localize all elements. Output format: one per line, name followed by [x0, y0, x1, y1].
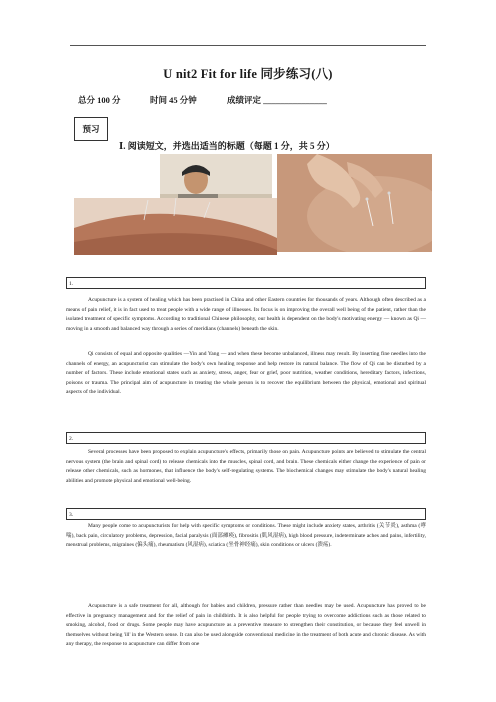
- paragraph-3: Several processes have been proposed to explain acupuncture's effects, primarily those on pain. Acupuncture points are believed to stimulate the central nervous system (the brain and spinal cord) to release chemicals into the muscles, spinal cord, and brain. These chemicals either change the experience of pain or release other chemicals, such as hormones, that influence the body's self-regulating systems. The biochemical changes may stimulate the body's natural healing abilities and promote physical and emotional well-being.: [66, 449, 426, 484]
- question-3-box: 3.: [66, 508, 426, 520]
- needle-hand-illustration: [277, 154, 432, 252]
- paragraph-2: Qi consists of equal and opposite qualities —Yin and Yang — and when these become unbalanced, illness may result. By inserting fine needles into the channels of energy, an acupuncturist can stimulate the body's own healing response and help restore its natural balance. The flow of Qi can be disturbed by a number of factors. These include emotional states such as anxiety, stress, anger, fear or grief, poor nutrition, weather conditions, hereditary factors, infections, poisons or trauma. The principal aim of acupuncture in treating the whole person is to recover the equilibrium between the physical, emotional and spiritual aspects of the individual.: [66, 351, 426, 395]
- section-heading: Ⅰ. 阅读短文，并选出适当的标题（每题 1 分，共 5 分）: [119, 141, 335, 151]
- paragraph-5: Acupuncture is a safe treatment for all, although for babies and children, pressure rather than needles may be used. Acupuncture has proved to be effective in pregnancy management and for the relief of pain in childbirth. It is also helpful for people trying to overcome addictions such as those related to smoking, alcohol, food or drugs. Some people may have acupuncture as a preventive measure to strengthen their constitution, or because they feel unwell in themselves without being 'ill' in the Western sense. It can also be used alongside conventional medicine in the treatment of both acute and chronic disease. As with any therapy, the response to acupuncture can differ from one: [66, 603, 426, 647]
- time-limit: 时间 45 分钟: [150, 95, 197, 105]
- back-needles-illustration: [74, 198, 277, 255]
- total-score: 总分 100 分: [78, 95, 121, 105]
- paragraph-4: Many people come to acupuncturists for help with specific symptoms or conditions. These might include anxiety states, arthritis (关节炎), asthma (哮喘), back pain, circulatory problems, depression, facial paralysis (面部瘫痪), fibrositis (肌风湿病), high blood pressure, indeterminate aches and pains, infertility, menstrual problems, migraines (偏头痛), rheumatism (风湿病), sciatica (坐骨神经痛), skin conditions or ulcers (溃疡).: [66, 523, 426, 548]
- top-rule: [70, 45, 426, 46]
- page-title: U nit2 Fit for life 同步练习(八): [163, 67, 333, 81]
- question-2-box: 2.: [66, 432, 426, 444]
- paragraph-1: Acupuncture is a system of healing which has been practised in China and other Eastern countries for thousands of years. Although often described as a means of pain relief, it is in fact used to treat people with a wide range of illnesses. Its focus is on improving the overall well being of the patient, rather than the isolated treatment of specific symptoms. According to traditional Chinese philosophy, our health is dependent on the body's motivating energy — known as Qi —moving in a smooth and balanced way through a series of meridians (channels) beneath the skin.: [66, 297, 426, 332]
- preview-box: 预习: [74, 117, 108, 141]
- back-needles-photo: [74, 198, 277, 255]
- question-1-box: 1.: [66, 277, 426, 289]
- grade-field: 成绩评定 _______________: [227, 95, 327, 105]
- needle-hand-photo: [277, 154, 432, 252]
